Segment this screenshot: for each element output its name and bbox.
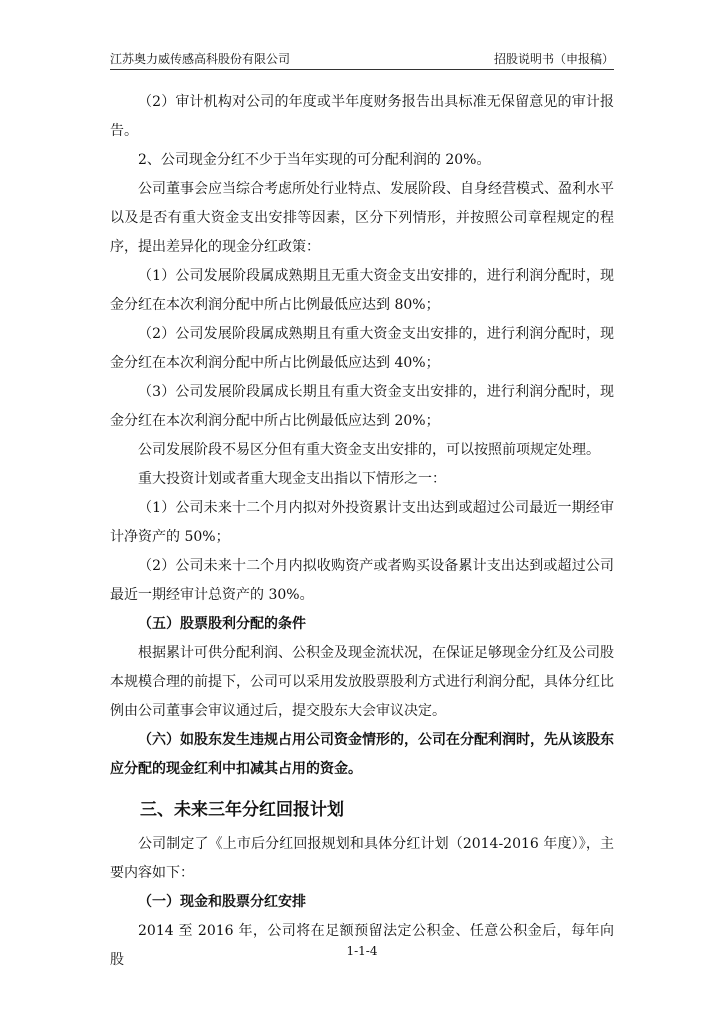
section-heading: 三、未来三年分红回报计划 (140, 800, 344, 820)
paragraph: （2）公司未来十二个月内拟收购资产或者购买设备累计支出达到或超过公司最近一期经审计总资产的 30%。 (110, 558, 614, 603)
header-document-type: 招股说明书（申报稿） (493, 52, 614, 66)
paragraph: 2014 至 2016 年，公司将在足额预留法定公积金、任意公积金后，每年向股 (110, 923, 614, 968)
paragraph: （1）公司发展阶段属成熟期且无重大资金支出安排的，进行利润分配时，现金分红在本次利润分配中所占比例最低应达到 80%； (110, 268, 614, 313)
subheading: （六）如股东发生违规占用公司资金情形的，公司在分配利润时，先从该股东应分配的现金红利中扣减其占用的资金。 (110, 732, 614, 777)
paragraph: （2）审计机构对公司的年度或半年度财务报告出具标准无保留意见的审计报告。 (110, 94, 614, 139)
paragraph: （3）公司发展阶段属成长期且有重大资金支出安排的，进行利润分配时，现金分红在本次利润分配中所占比例最低应达到 20%； (110, 384, 614, 429)
paragraph: 重大投资计划或者重大现金支出指以下情形之一： (138, 471, 446, 487)
subheading: （五）股票股利分配的条件 (138, 616, 306, 632)
paragraph: 根据累计可供分配利润、公积金及现金流状况，在保证足够现金分红及公司股本规模合理的前提下，公司可以采用发放股票股利方式进行利润分配，具体分红比例由公司董事会审议通过后，提交股东大会审议决定。 (110, 645, 614, 719)
header-company-name: 江苏奥力威传感高科股份有限公司 (110, 52, 291, 66)
paragraph: 公司制定了《上市后分红回报规划和具体分红计划（2014-2016 年度）》，主要内容如下： (110, 836, 614, 881)
paragraph: 公司董事会应当综合考虑所处行业特点、发展阶段、自身经营模式、盈利水平以及是否有重大资金支出安排等因素，区分下列情形，并按照公司章程规定的程序，提出差异化的现金分红政策： (110, 181, 614, 255)
policy-paragraphs (110, 88, 614, 784)
paragraph: （1）公司未来十二个月内拟对外投资累计支出达到或超过公司最近一期经审计净资产的 50%； (110, 500, 614, 545)
page-header (110, 50, 614, 68)
document-body (110, 88, 614, 975)
paragraph: （2）公司发展阶段属成熟期且有重大资金支出安排的，进行利润分配时，现金分红在本次利润分配中所占比例最低应达到 40%； (110, 326, 614, 371)
header-divider (110, 69, 614, 70)
paragraph: 公司发展阶段不易区分但有重大资金支出安排的，可以按照前项规定处理。 (138, 442, 600, 458)
page-number: 1-1-4 (346, 944, 378, 958)
paragraph: 2、公司现金分红不少于当年实现的可分配利润的 20%。 (138, 152, 491, 168)
subheading: （一）现金和股票分红安排 (138, 894, 306, 910)
